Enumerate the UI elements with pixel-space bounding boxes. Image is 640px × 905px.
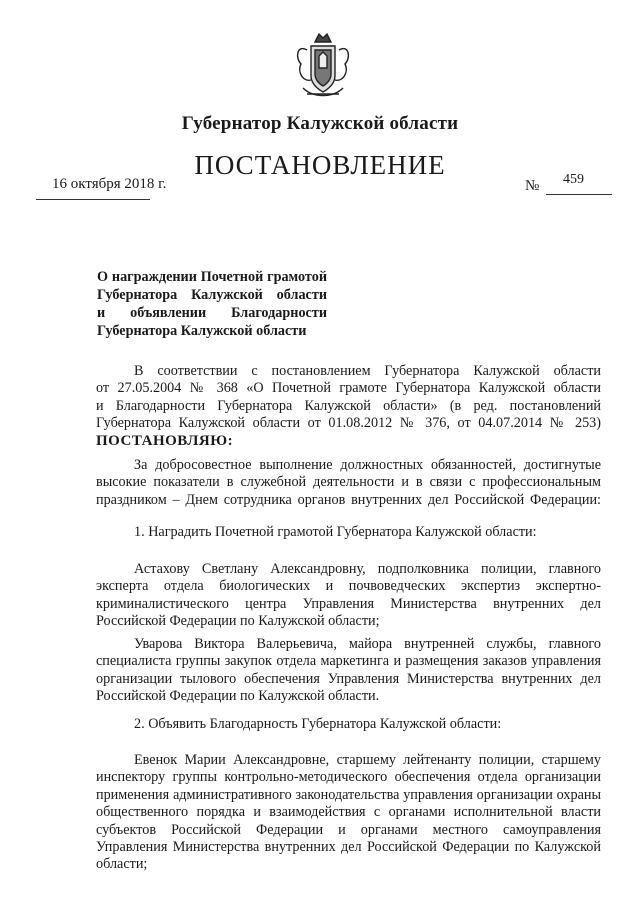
- person-line: организации тылового обеспечения Управления Министерства внутренних дел: [96, 670, 601, 687]
- number-underline: [546, 194, 612, 195]
- person-line: области;: [96, 856, 148, 873]
- reason-line: За добросовестное выполнение должностных обязанностей, достигнутые: [134, 457, 601, 473]
- preamble-paragraph: [96, 363, 601, 450]
- subject-line: и объявлении Благодарности: [97, 305, 327, 321]
- person-line: Управления Министерства внутренних дел Российской Федерации по Калужской: [96, 839, 601, 856]
- preamble-line: Губернатора Калужской области от 01.08.2012 № 376, от 04.07.2014 № 253): [96, 415, 601, 432]
- preamble-line: В соответствии с постановлением Губернатора Калужской области: [134, 363, 601, 379]
- person-line: эксперта отдела биологических и почвоведческих экспертиз экспертно-: [96, 578, 601, 595]
- subject-line: Губернатора Калужской области: [97, 323, 307, 339]
- item-1-title: 1. Наградить Почетной грамотой Губернатора Калужской области:: [134, 524, 537, 540]
- document-type-title: ПОСТАНОВЛЕНИЕ: [194, 150, 446, 180]
- preamble-line: и Благодарности Губернатора Калужской области» (в ред. постановлений: [96, 397, 601, 414]
- person-line: Евенок Марии Александровне, старшему лейтенанту полиции, старшему: [134, 752, 601, 768]
- gratitude-person-paragraph: [96, 752, 601, 874]
- reason-paragraph: [96, 457, 601, 509]
- award-person-paragraph: [96, 636, 601, 706]
- person-line: субъектов Российской Федерации и органами местного самоуправления: [96, 821, 601, 838]
- subject-line: Губернатора Калужской области: [97, 287, 327, 303]
- person-line: криминалистического центра Управления Министерства внутренних дел: [96, 595, 601, 612]
- date-underline: [36, 199, 150, 200]
- document-number-label: №: [525, 178, 540, 194]
- document-number: 459: [563, 172, 584, 187]
- person-line: Российской Федерации по Калужской области.: [96, 688, 380, 705]
- kaluga-coat-of-arms-icon: [293, 28, 353, 104]
- subject-line: О награждении Почетной грамотой: [97, 269, 327, 285]
- person-line: Астахову Светлану Александровну, подполковника полиции, главного: [134, 561, 601, 577]
- person-line: Российской Федерации по Калужской области;: [96, 613, 380, 630]
- person-line: общественного порядка и взаимодействия с органами исполнительной власти: [96, 804, 601, 821]
- reason-line: праздником – Днем сотрудника органов внутренних дел Российской Федерации:: [96, 491, 601, 508]
- document-subject: [97, 268, 327, 340]
- person-line: специалиста группы закупок отдела маркетинга и размещения заказов управления: [96, 653, 601, 670]
- reason-line: высокие показатели в служебной деятельности и в связи с профессиональным: [96, 474, 601, 491]
- award-person-paragraph: [96, 561, 601, 631]
- preamble-line: от 27.05.2004 № 368 «О Почетной грамоте Губернатора Калужской области: [96, 380, 601, 397]
- person-line: инспектору группы контрольно-методического обеспечения отдела организации: [96, 769, 601, 786]
- item-2-title: 2. Объявить Благодарность Губернатора Калужской области:: [134, 716, 502, 732]
- document-date: 16 октября 2018 г.: [52, 176, 167, 192]
- issuing-authority: Губернатор Калужской области: [181, 113, 459, 134]
- decree-word: ПОСТАНОВЛЯЮ:: [96, 432, 234, 449]
- person-line: применения административного законодательства управления организации охраны: [96, 786, 601, 803]
- person-line: Уварова Виктора Валерьевича, майора внутренней службы, главного: [134, 636, 601, 652]
